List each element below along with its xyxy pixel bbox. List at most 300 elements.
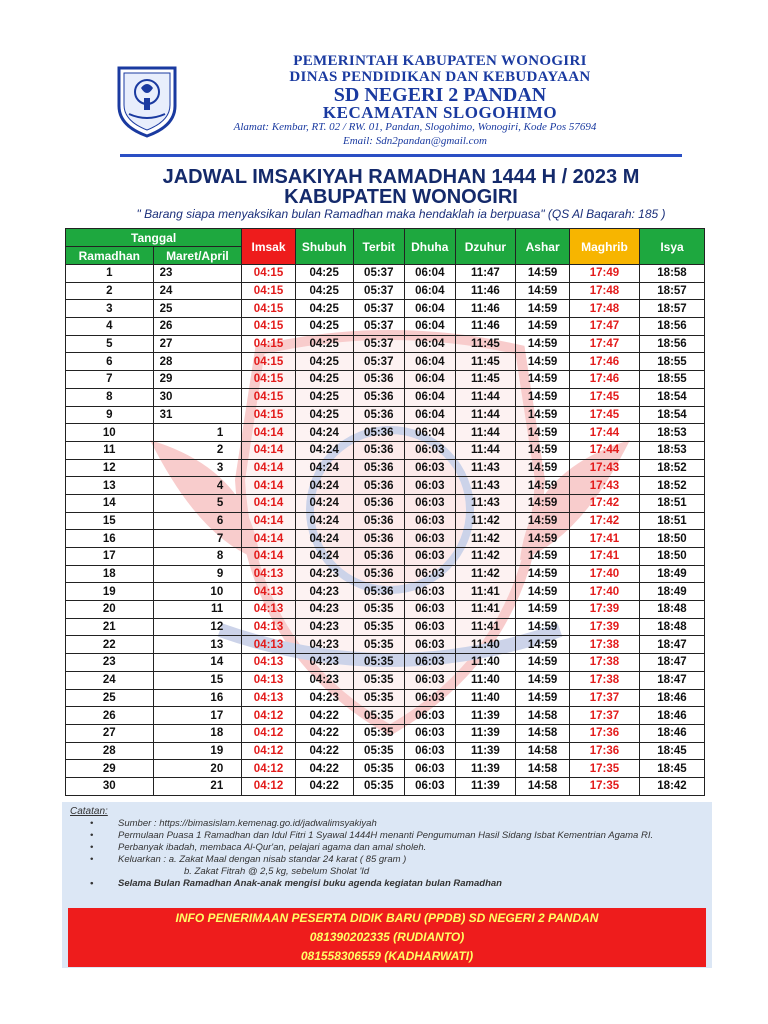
cell-maghrib: 17:38 — [569, 671, 639, 689]
cell-dzuhur: 11:47 — [455, 265, 516, 283]
cell-maret: 30 — [153, 388, 242, 406]
cell-dzuhur: 11:44 — [455, 406, 516, 424]
cell-dhuha: 06:03 — [405, 618, 456, 636]
cell-april: 21 — [153, 777, 242, 795]
cell-imsak: 04:14 — [242, 548, 296, 566]
table-row — [66, 530, 705, 548]
cell-maghrib: 17:37 — [569, 689, 639, 707]
cell-shubuh: 04:24 — [295, 512, 353, 530]
cell-maghrib: 17:45 — [569, 406, 639, 424]
cell-ramadhan: 8 — [66, 388, 154, 406]
cell-ramadhan: 3 — [66, 300, 154, 318]
cell-ashar: 14:58 — [516, 724, 570, 742]
cell-april: 14 — [153, 654, 242, 672]
cell-ramadhan: 28 — [66, 742, 154, 760]
table-row — [66, 265, 705, 283]
cell-dzuhur: 11:40 — [455, 636, 516, 654]
header-shubuh: Shubuh — [295, 229, 353, 265]
cell-dhuha: 06:03 — [405, 724, 456, 742]
cell-shubuh: 04:25 — [295, 371, 353, 389]
cell-isya: 18:56 — [639, 318, 704, 336]
cell-shubuh: 04:22 — [295, 724, 353, 742]
cell-april: 4 — [153, 477, 242, 495]
cell-imsak: 04:14 — [242, 512, 296, 530]
cell-isya: 18:54 — [639, 406, 704, 424]
cell-imsak: 04:15 — [242, 265, 296, 283]
table-row — [66, 548, 705, 566]
note-item: • Sumber : https://bimasislam.kemenag.go.id/jadwalimsyakiyah — [90, 818, 377, 829]
cell-isya: 18:45 — [639, 760, 704, 778]
cell-imsak: 04:13 — [242, 618, 296, 636]
letterhead-department: DINAS PENDIDIKAN DAN KEBUDAYAAN — [289, 69, 591, 85]
cell-terbit: 05:35 — [353, 689, 405, 707]
table-row — [66, 494, 705, 512]
table-row — [66, 424, 705, 442]
cell-terbit: 05:35 — [353, 707, 405, 725]
cell-shubuh: 04:25 — [295, 335, 353, 353]
cell-shubuh: 04:25 — [295, 282, 353, 300]
cell-isya: 18:51 — [639, 512, 704, 530]
cell-ashar: 14:59 — [516, 441, 570, 459]
cell-terbit: 05:37 — [353, 318, 405, 336]
cell-maret: 23 — [153, 265, 242, 283]
cell-maret: 26 — [153, 318, 242, 336]
cell-imsak: 04:13 — [242, 654, 296, 672]
note-item-sub: b. Zakat Fitrah @ 2,5 kg, sebelum Sholat 'Id — [184, 866, 370, 877]
cell-dzuhur: 11:39 — [455, 707, 516, 725]
cell-maghrib: 17:41 — [569, 530, 639, 548]
table-row — [66, 353, 705, 371]
cell-april: 2 — [153, 441, 242, 459]
cell-isya: 18:47 — [639, 654, 704, 672]
cell-terbit: 05:36 — [353, 477, 405, 495]
note-item: • Keluarkan : a. Zakat Maal dengan nisab standar 24 karat ( 85 gram ) — [90, 854, 407, 865]
cell-ramadhan: 20 — [66, 601, 154, 619]
cell-imsak: 04:13 — [242, 689, 296, 707]
cell-terbit: 05:36 — [353, 388, 405, 406]
cell-dhuha: 06:03 — [405, 742, 456, 760]
cell-dzuhur: 11:42 — [455, 548, 516, 566]
cell-isya: 18:48 — [639, 618, 704, 636]
cell-imsak: 04:15 — [242, 300, 296, 318]
cell-april: 6 — [153, 512, 242, 530]
cell-imsak: 04:14 — [242, 494, 296, 512]
header-terbit: Terbit — [353, 229, 405, 265]
cell-dhuha: 06:03 — [405, 636, 456, 654]
cell-ashar: 14:59 — [516, 265, 570, 283]
cell-dzuhur: 11:39 — [455, 760, 516, 778]
cell-ramadhan: 29 — [66, 760, 154, 778]
cell-terbit: 05:36 — [353, 494, 405, 512]
header-maret-april: Maret/April — [153, 247, 242, 265]
cell-april: 12 — [153, 618, 242, 636]
cell-maghrib: 17:42 — [569, 494, 639, 512]
cell-dzuhur: 11:41 — [455, 601, 516, 619]
cell-shubuh: 04:23 — [295, 636, 353, 654]
cell-dhuha: 06:03 — [405, 530, 456, 548]
cell-ashar: 14:59 — [516, 459, 570, 477]
note-item: • Permulaan Puasa 1 Ramadhan dan Idul Fitri 1 Syawal 1444H menanti Pengumuman Hasil Sidang Isbat Kementrian Agama RI. — [90, 830, 654, 841]
cell-maghrib: 17:39 — [569, 618, 639, 636]
cell-maghrib: 17:43 — [569, 459, 639, 477]
cell-ashar: 14:59 — [516, 601, 570, 619]
cell-imsak: 04:15 — [242, 282, 296, 300]
cell-april: 10 — [153, 583, 242, 601]
cell-imsak: 04:12 — [242, 760, 296, 778]
cell-dzuhur: 11:45 — [455, 371, 516, 389]
cell-maghrib: 17:38 — [569, 636, 639, 654]
cell-maret: 27 — [153, 335, 242, 353]
ppdb-contact-2: 081558306559 (KADHARWATI) — [300, 949, 474, 963]
cell-terbit: 05:36 — [353, 371, 405, 389]
cell-isya: 18:42 — [639, 777, 704, 795]
cell-dhuha: 06:03 — [405, 760, 456, 778]
cell-dzuhur: 11:43 — [455, 459, 516, 477]
cell-dzuhur: 11:45 — [455, 353, 516, 371]
cell-dzuhur: 11:44 — [455, 388, 516, 406]
cell-dhuha: 06:04 — [405, 335, 456, 353]
cell-shubuh: 04:22 — [295, 742, 353, 760]
cell-isya: 18:56 — [639, 335, 704, 353]
cell-shubuh: 04:24 — [295, 530, 353, 548]
cell-ramadhan: 2 — [66, 282, 154, 300]
cell-imsak: 04:14 — [242, 441, 296, 459]
letterhead-divider — [120, 154, 682, 157]
cell-imsak: 04:12 — [242, 742, 296, 760]
cell-ashar: 14:59 — [516, 424, 570, 442]
cell-terbit: 05:36 — [353, 406, 405, 424]
cell-terbit: 05:35 — [353, 742, 405, 760]
cell-april: 16 — [153, 689, 242, 707]
cell-ashar: 14:59 — [516, 477, 570, 495]
cell-isya: 18:45 — [639, 742, 704, 760]
cell-dzuhur: 11:40 — [455, 689, 516, 707]
cell-dhuha: 06:03 — [405, 777, 456, 795]
cell-maghrib: 17:42 — [569, 512, 639, 530]
cell-dhuha: 06:03 — [405, 671, 456, 689]
cell-april: 8 — [153, 548, 242, 566]
cell-shubuh: 04:23 — [295, 565, 353, 583]
cell-dzuhur: 11:40 — [455, 671, 516, 689]
cell-isya: 18:49 — [639, 565, 704, 583]
letterhead-address: Alamat: Kembar, RT. 02 / RW. 01, Pandan, Slogohimo, Wonogiri, Kode Pos 57694 — [233, 121, 597, 133]
cell-ramadhan: 14 — [66, 494, 154, 512]
cell-ramadhan: 22 — [66, 636, 154, 654]
cell-terbit: 05:36 — [353, 583, 405, 601]
table-row — [66, 318, 705, 336]
cell-isya: 18:53 — [639, 424, 704, 442]
cell-imsak: 04:15 — [242, 371, 296, 389]
cell-ashar: 14:58 — [516, 777, 570, 795]
table-row — [66, 583, 705, 601]
cell-ashar: 14:59 — [516, 671, 570, 689]
cell-maghrib: 17:45 — [569, 388, 639, 406]
cell-ramadhan: 23 — [66, 654, 154, 672]
cell-april: 9 — [153, 565, 242, 583]
notes-box — [62, 802, 712, 968]
cell-isya: 18:55 — [639, 353, 704, 371]
cell-ramadhan: 30 — [66, 777, 154, 795]
cell-ashar: 14:59 — [516, 565, 570, 583]
cell-ramadhan: 15 — [66, 512, 154, 530]
table-row — [66, 689, 705, 707]
cell-terbit: 05:35 — [353, 654, 405, 672]
cell-ramadhan: 9 — [66, 406, 154, 424]
cell-shubuh: 04:25 — [295, 388, 353, 406]
cell-ashar: 14:58 — [516, 707, 570, 725]
cell-maghrib: 17:36 — [569, 742, 639, 760]
cell-april: 13 — [153, 636, 242, 654]
cell-shubuh: 04:24 — [295, 441, 353, 459]
cell-terbit: 05:35 — [353, 724, 405, 742]
cell-dhuha: 06:04 — [405, 371, 456, 389]
note-item: • Selama Bulan Ramadhan Anak-anak mengisi buku agenda kegiatan bulan Ramadhan — [90, 878, 502, 889]
cell-ashar: 14:58 — [516, 760, 570, 778]
cell-ashar: 14:59 — [516, 388, 570, 406]
cell-terbit: 05:35 — [353, 760, 405, 778]
cell-dzuhur: 11:41 — [455, 618, 516, 636]
ppdb-info-title: INFO PENERIMAAN PESERTA DIDIK BARU (PPDB) SD NEGERI 2 PANDAN — [175, 911, 599, 925]
header-dhuha: Dhuha — [405, 229, 456, 265]
cell-shubuh: 04:22 — [295, 707, 353, 725]
cell-maghrib: 17:47 — [569, 335, 639, 353]
cell-ashar: 14:59 — [516, 282, 570, 300]
cell-dzuhur: 11:39 — [455, 724, 516, 742]
table-row — [66, 654, 705, 672]
cell-imsak: 04:14 — [242, 424, 296, 442]
cell-isya: 18:51 — [639, 494, 704, 512]
table-row — [66, 760, 705, 778]
cell-imsak: 04:15 — [242, 353, 296, 371]
cell-maghrib: 17:44 — [569, 441, 639, 459]
cell-ashar: 14:59 — [516, 548, 570, 566]
source-link[interactable]: https://bimasislam.kemenag.go.id/jadwalimsyakiyah — [159, 818, 377, 829]
cell-shubuh: 04:23 — [295, 671, 353, 689]
quran-quote: " Barang siapa menyaksikan bulan Ramadhan maka hendaklah ia berpuasa" (QS Al Baqarah: 185 ) — [136, 207, 666, 221]
cell-ramadhan: 5 — [66, 335, 154, 353]
cell-isya: 18:48 — [639, 601, 704, 619]
cell-isya: 18:47 — [639, 636, 704, 654]
cell-dhuha: 06:03 — [405, 441, 456, 459]
cell-dzuhur: 11:42 — [455, 565, 516, 583]
cell-isya: 18:57 — [639, 282, 704, 300]
cell-isya: 18:49 — [639, 583, 704, 601]
cell-imsak: 04:13 — [242, 583, 296, 601]
table-row — [66, 601, 705, 619]
cell-isya: 18:58 — [639, 265, 704, 283]
cell-isya: 18:52 — [639, 459, 704, 477]
cell-isya: 18:53 — [639, 441, 704, 459]
cell-shubuh: 04:23 — [295, 618, 353, 636]
cell-ashar: 14:59 — [516, 689, 570, 707]
cell-isya: 18:57 — [639, 300, 704, 318]
cell-ramadhan: 6 — [66, 353, 154, 371]
cell-dzuhur: 11:46 — [455, 318, 516, 336]
cell-shubuh: 04:24 — [295, 459, 353, 477]
cell-shubuh: 04:23 — [295, 654, 353, 672]
letterhead-government: PEMERINTAH KABUPATEN WONOGIRI — [293, 53, 587, 69]
cell-terbit: 05:37 — [353, 265, 405, 283]
cell-terbit: 05:37 — [353, 353, 405, 371]
header-imsak: Imsak — [242, 229, 296, 265]
table-row — [66, 565, 705, 583]
cell-terbit: 05:35 — [353, 618, 405, 636]
cell-ramadhan: 18 — [66, 565, 154, 583]
cell-dhuha: 06:03 — [405, 583, 456, 601]
cell-dzuhur: 11:43 — [455, 477, 516, 495]
cell-dzuhur: 11:46 — [455, 282, 516, 300]
letterhead-district: KECAMATAN SLOGOHIMO — [322, 103, 558, 122]
cell-isya: 18:50 — [639, 548, 704, 566]
cell-dzuhur: 11:44 — [455, 424, 516, 442]
cell-terbit: 05:36 — [353, 512, 405, 530]
header-isya: Isya — [639, 229, 704, 265]
cell-dhuha: 06:04 — [405, 353, 456, 371]
cell-maghrib: 17:48 — [569, 300, 639, 318]
cell-shubuh: 04:23 — [295, 689, 353, 707]
cell-maghrib: 17:40 — [569, 583, 639, 601]
cell-dhuha: 06:04 — [405, 406, 456, 424]
cell-dhuha: 06:03 — [405, 601, 456, 619]
cell-isya: 18:50 — [639, 530, 704, 548]
cell-imsak: 04:12 — [242, 724, 296, 742]
cell-isya: 18:46 — [639, 724, 704, 742]
cell-imsak: 04:12 — [242, 777, 296, 795]
cell-ramadhan: 11 — [66, 441, 154, 459]
table-row — [66, 282, 705, 300]
cell-shubuh: 04:25 — [295, 265, 353, 283]
cell-shubuh: 04:24 — [295, 548, 353, 566]
notes-heading: Catatan: — [70, 806, 108, 817]
cell-maghrib: 17:46 — [569, 371, 639, 389]
cell-ashar: 14:59 — [516, 530, 570, 548]
cell-april: 5 — [153, 494, 242, 512]
cell-imsak: 04:13 — [242, 601, 296, 619]
cell-dzuhur: 11:45 — [455, 335, 516, 353]
table-row — [66, 388, 705, 406]
cell-shubuh: 04:25 — [295, 300, 353, 318]
cell-ashar: 14:59 — [516, 318, 570, 336]
cell-ashar: 14:59 — [516, 406, 570, 424]
cell-maghrib: 17:44 — [569, 424, 639, 442]
cell-isya: 18:47 — [639, 671, 704, 689]
cell-terbit: 05:35 — [353, 777, 405, 795]
cell-april: 1 — [153, 424, 242, 442]
cell-april: 17 — [153, 707, 242, 725]
cell-dhuha: 06:04 — [405, 318, 456, 336]
cell-dzuhur: 11:46 — [455, 300, 516, 318]
table-row — [66, 512, 705, 530]
cell-maret: 28 — [153, 353, 242, 371]
table-body — [66, 265, 705, 796]
letterhead-school-name: SD NEGERI 2 PANDAN — [333, 84, 547, 106]
cell-ashar: 14:59 — [516, 654, 570, 672]
cell-dzuhur: 11:41 — [455, 583, 516, 601]
table-row — [66, 777, 705, 795]
cell-maghrib: 17:41 — [569, 548, 639, 566]
cell-shubuh: 04:23 — [295, 601, 353, 619]
cell-imsak: 04:13 — [242, 565, 296, 583]
cell-imsak: 04:15 — [242, 335, 296, 353]
cell-dhuha: 06:04 — [405, 388, 456, 406]
cell-ashar: 14:59 — [516, 583, 570, 601]
table-row — [66, 406, 705, 424]
header-dzuhur: Dzuhur — [455, 229, 516, 265]
cell-maghrib: 17:46 — [569, 353, 639, 371]
cell-dhuha: 06:04 — [405, 265, 456, 283]
cell-terbit: 05:36 — [353, 441, 405, 459]
cell-dhuha: 06:03 — [405, 459, 456, 477]
cell-ramadhan: 27 — [66, 724, 154, 742]
cell-dhuha: 06:03 — [405, 565, 456, 583]
ppdb-contact-1: 081390202335 (RUDIANTO) — [309, 930, 465, 944]
cell-dhuha: 06:03 — [405, 512, 456, 530]
cell-maghrib: 17:38 — [569, 654, 639, 672]
cell-ramadhan: 21 — [66, 618, 154, 636]
cell-shubuh: 04:24 — [295, 477, 353, 495]
cell-imsak: 04:12 — [242, 707, 296, 725]
cell-imsak: 04:14 — [242, 459, 296, 477]
cell-ramadhan: 24 — [66, 671, 154, 689]
cell-april: 18 — [153, 724, 242, 742]
cell-dhuha: 06:03 — [405, 689, 456, 707]
cell-dhuha: 06:04 — [405, 424, 456, 442]
cell-ashar: 14:59 — [516, 618, 570, 636]
cell-terbit: 05:36 — [353, 565, 405, 583]
cell-isya: 18:46 — [639, 707, 704, 725]
cell-ramadhan: 13 — [66, 477, 154, 495]
cell-shubuh: 04:25 — [295, 406, 353, 424]
cell-ashar: 14:59 — [516, 512, 570, 530]
cell-maret: 29 — [153, 371, 242, 389]
cell-ramadhan: 12 — [66, 459, 154, 477]
cell-ashar: 14:59 — [516, 371, 570, 389]
table-row — [66, 335, 705, 353]
table-row — [66, 636, 705, 654]
header-ashar: Ashar — [516, 229, 570, 265]
cell-april: 20 — [153, 760, 242, 778]
cell-april: 7 — [153, 530, 242, 548]
page-title: JADWAL IMSAKIYAH RAMADHAN 1444 H / 2023 M — [162, 166, 640, 188]
cell-dzuhur: 11:42 — [455, 530, 516, 548]
cell-terbit: 05:35 — [353, 601, 405, 619]
header-tanggal: Tanggal — [66, 229, 242, 247]
cell-dzuhur: 11:39 — [455, 777, 516, 795]
cell-maghrib: 17:35 — [569, 760, 639, 778]
header-maghrib: Maghrib — [569, 229, 639, 265]
cell-terbit: 05:35 — [353, 671, 405, 689]
cell-dhuha: 06:04 — [405, 282, 456, 300]
cell-dzuhur: 11:40 — [455, 654, 516, 672]
cell-shubuh: 04:22 — [295, 760, 353, 778]
notes-list — [76, 818, 696, 890]
cell-terbit: 05:36 — [353, 548, 405, 566]
cell-shubuh: 04:24 — [295, 494, 353, 512]
page-subtitle: KABUPATEN WONOGIRI — [284, 186, 518, 208]
letterhead-email: Email: Sdn2pandan@gmail.com — [343, 135, 487, 147]
cell-april: 3 — [153, 459, 242, 477]
cell-shubuh: 04:25 — [295, 353, 353, 371]
table-row — [66, 671, 705, 689]
cell-terbit: 05:36 — [353, 530, 405, 548]
cell-isya: 18:55 — [639, 371, 704, 389]
cell-maghrib: 17:47 — [569, 318, 639, 336]
cell-terbit: 05:36 — [353, 424, 405, 442]
table-row — [66, 441, 705, 459]
table-row — [66, 459, 705, 477]
cell-maghrib: 17:35 — [569, 777, 639, 795]
cell-april: 15 — [153, 671, 242, 689]
